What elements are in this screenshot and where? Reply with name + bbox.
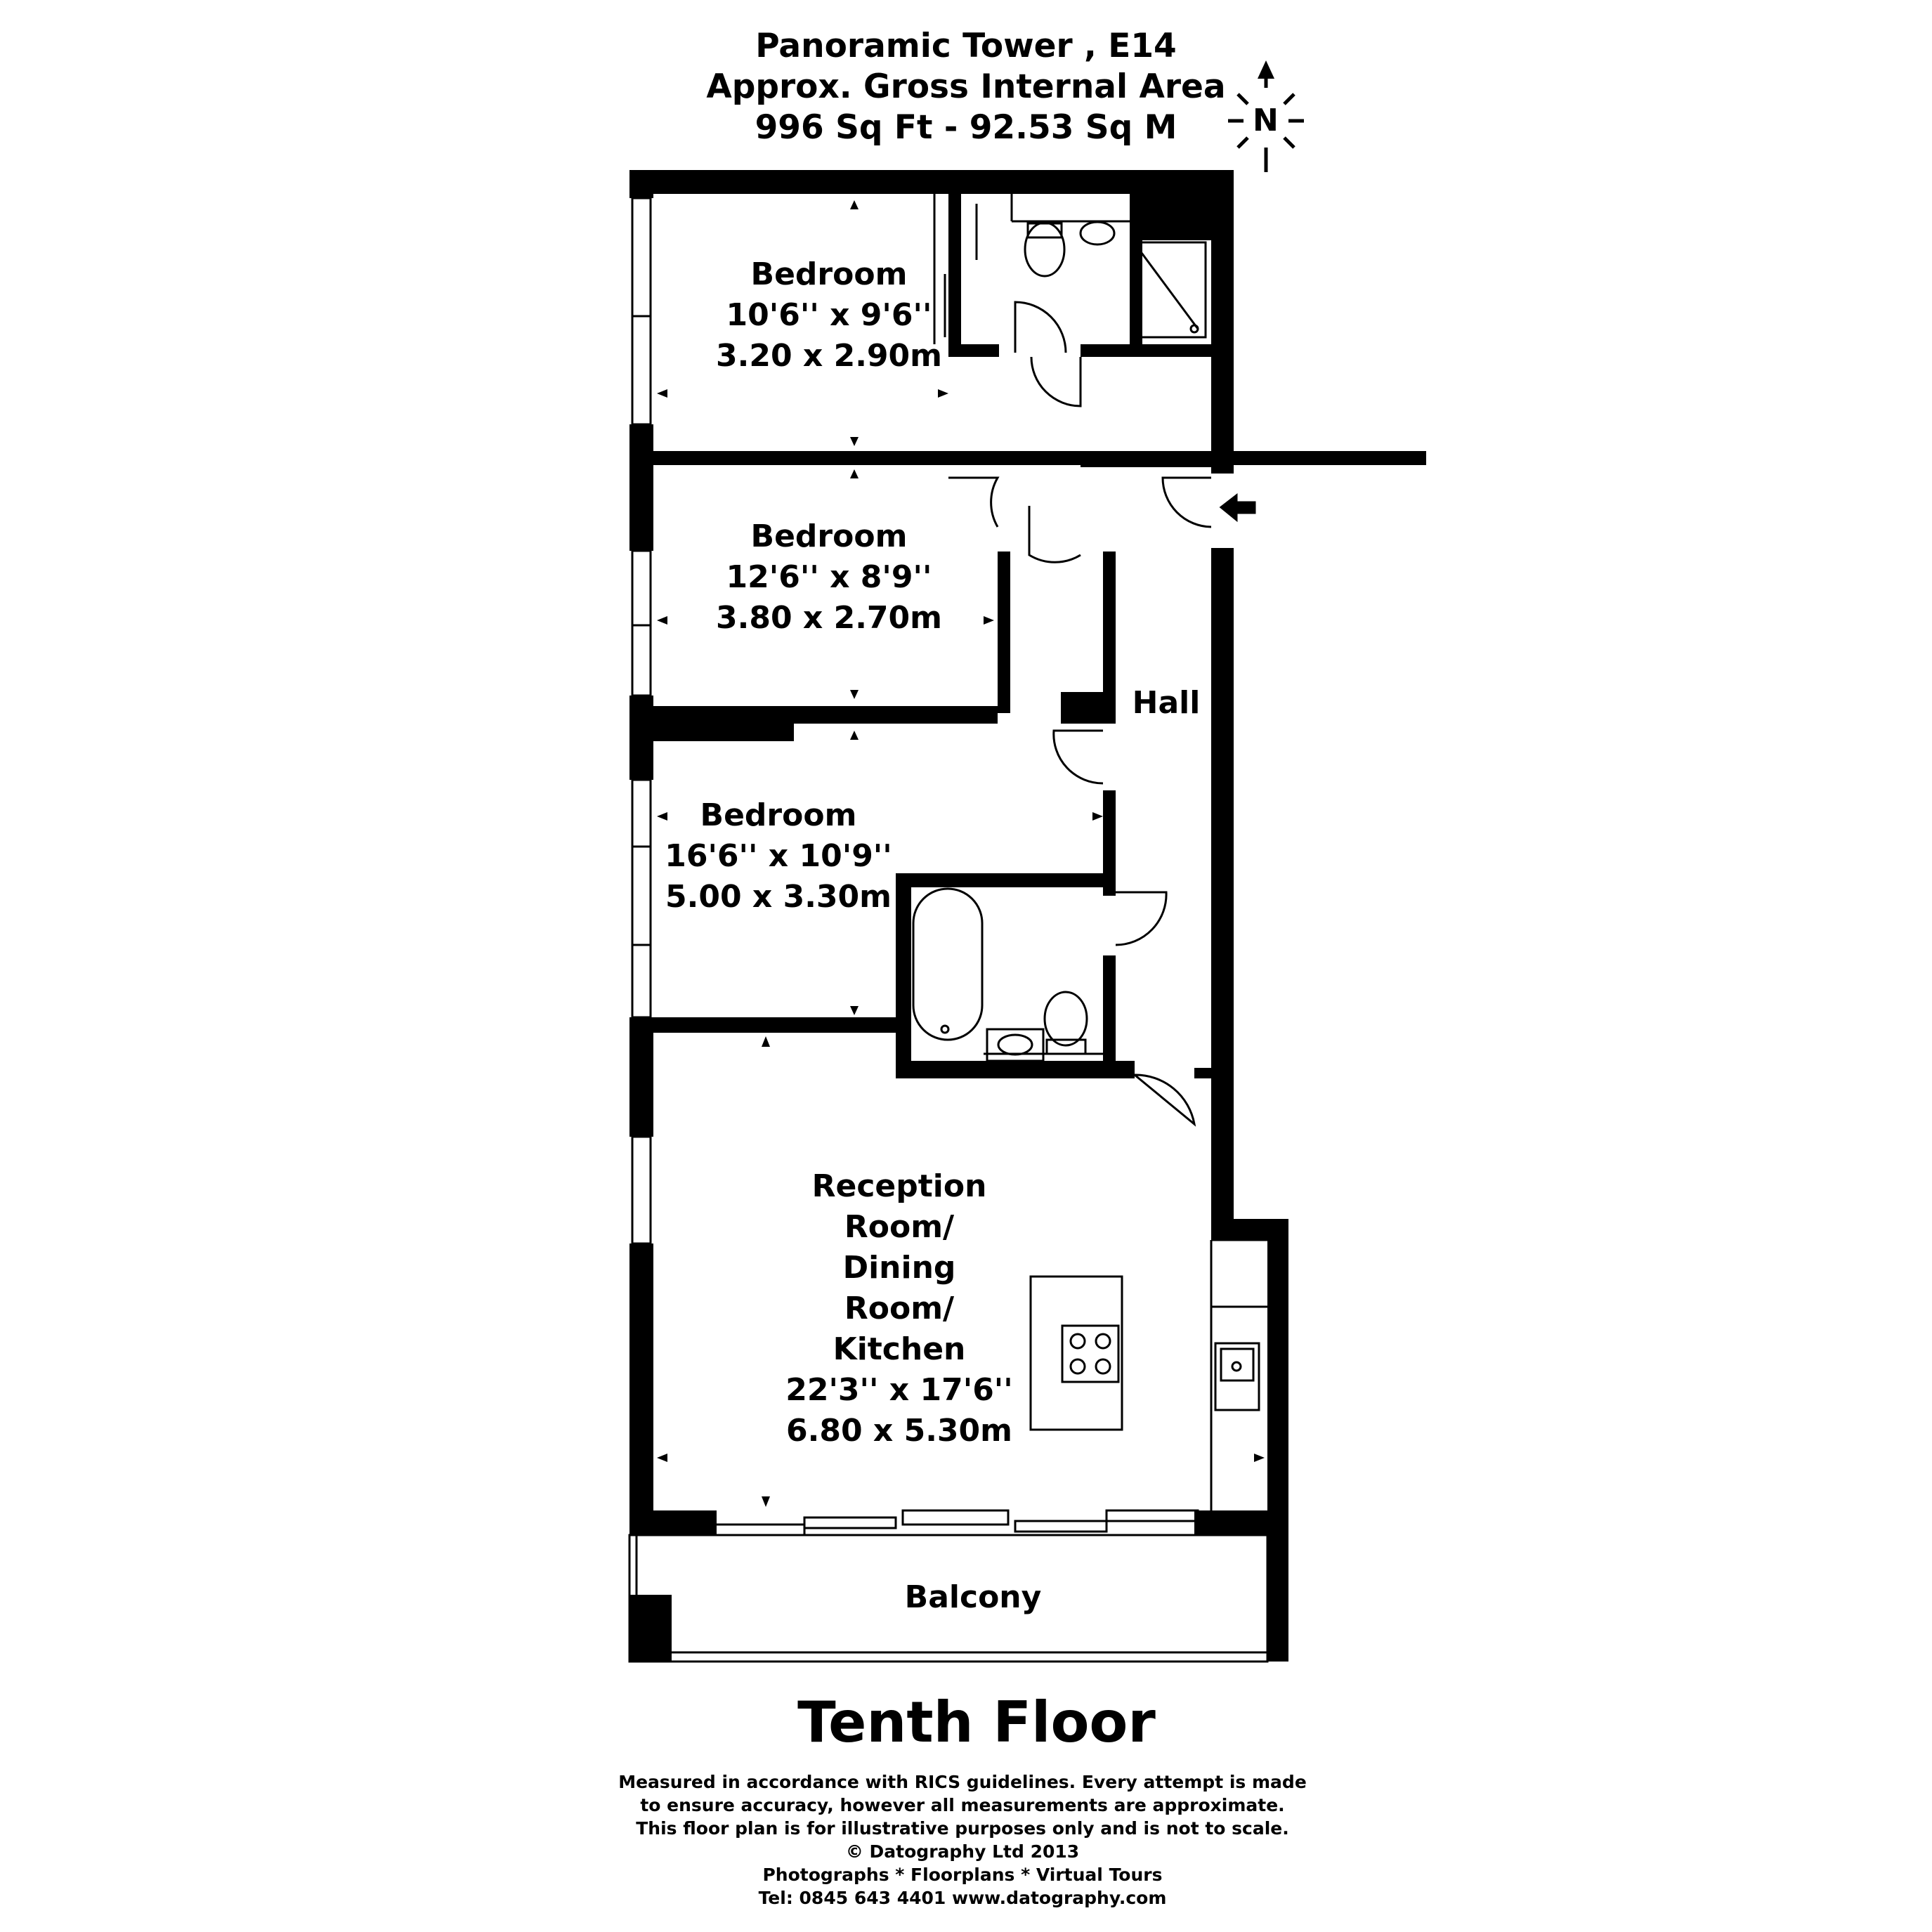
room-name: Hall: [1132, 685, 1201, 721]
footer-disclaimer: [0, 1770, 1925, 1910]
room-name-line: Room/: [844, 1291, 955, 1326]
footer-line: © Datography Ltd 2013: [845, 1841, 1080, 1862]
room-reception: [759, 1166, 1040, 1451]
room-name-line: Kitchen: [833, 1331, 966, 1367]
room-imperial: 12'6'' x 8'9'': [726, 559, 932, 595]
room-name: Bedroom: [700, 797, 857, 833]
footer-line: Photographs * Floorplans * Virtual Tours: [762, 1865, 1163, 1885]
bath-icon: [913, 889, 982, 1040]
area-label: Approx. Gross Internal Area: [706, 67, 1226, 106]
room-name-line: Reception: [811, 1168, 987, 1204]
room-metric: 3.80 x 2.70m: [716, 600, 942, 636]
hob-icon: [1062, 1326, 1118, 1382]
property-title: Panoramic Tower , E14: [755, 27, 1177, 65]
area-value: 996 Sq Ft - 92.53 Sq M: [755, 108, 1177, 147]
room-bedroom-1: [688, 254, 970, 377]
room-balcony: [833, 1577, 1114, 1618]
room-name: Balcony: [904, 1579, 1042, 1615]
footer-line: This floor plan is for illustrative purposes only and is not to scale.: [636, 1818, 1289, 1839]
room-bedroom-2: [688, 516, 970, 639]
room-name-line: Dining: [842, 1250, 956, 1286]
room-imperial: 16'6'' x 10'9'': [665, 838, 892, 874]
room-bedroom-3: [638, 795, 919, 918]
room-imperial: 10'6'' x 9'6'': [726, 297, 932, 333]
kitchen-island: [1031, 1277, 1122, 1430]
room-name: Bedroom: [750, 518, 908, 554]
room-name-line: Room/: [844, 1209, 955, 1245]
room-imperial: 22'3'' x 17'6'': [785, 1372, 1013, 1408]
footer-line: Measured in accordance with RICS guidelines. Every attempt is made: [618, 1772, 1307, 1792]
room-name: Bedroom: [750, 256, 908, 292]
room-metric: 5.00 x 3.30m: [665, 879, 892, 915]
footer-line: to ensure accuracy, however all measurements are approximate.: [640, 1795, 1285, 1815]
basin-icon: [1081, 222, 1114, 244]
room-metric: 3.20 x 2.90m: [716, 338, 942, 374]
floor-title: Tenth Floor: [797, 1690, 1156, 1755]
toilet-icon: [1025, 223, 1064, 276]
toilet-icon-2: [1045, 992, 1087, 1045]
footer-line: Tel: 0845 643 4401 www.datography.com: [758, 1888, 1167, 1908]
compass-letter: N: [1253, 103, 1279, 138]
room-hall: [1110, 683, 1222, 724]
room-metric: 6.80 x 5.30m: [786, 1413, 1012, 1449]
